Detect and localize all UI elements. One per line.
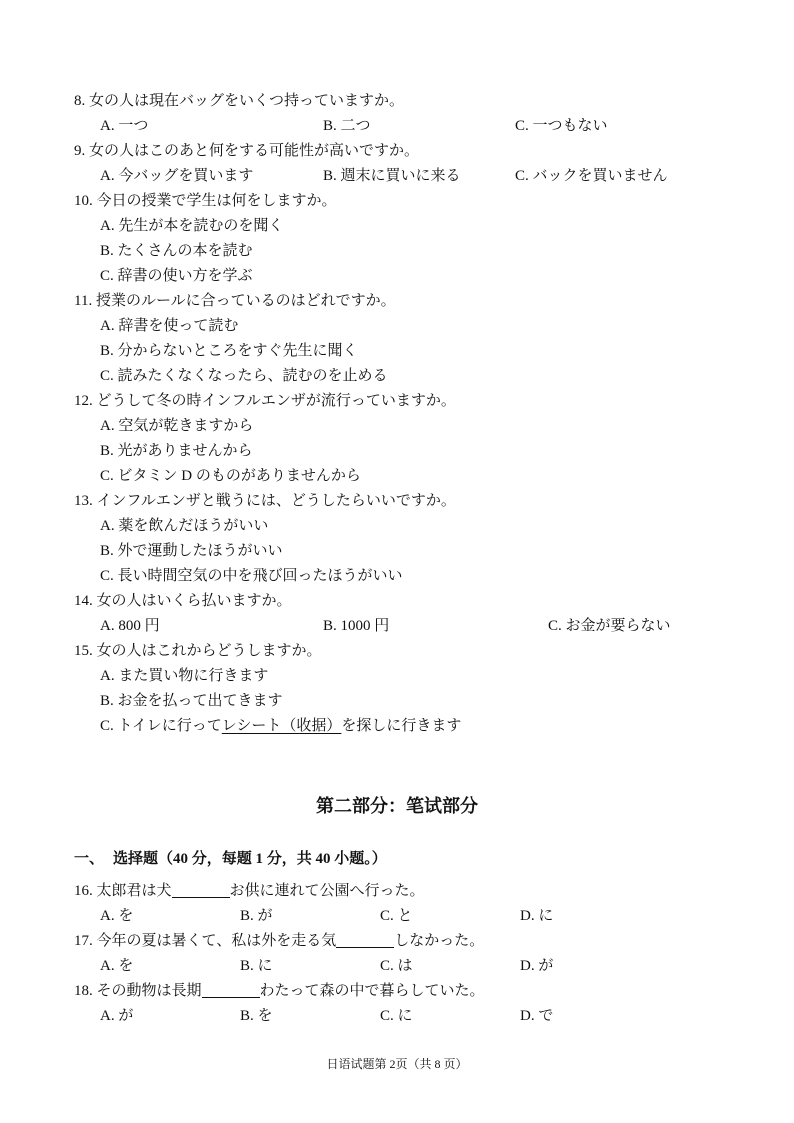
question-9-option-a: A. 今バッグを買います [100,168,254,184]
question-15-option-c-row [0,714,794,739]
question-11-option-b: B. 分からないところをすぐ先生に聞く [100,343,358,359]
question-11-option-c: C. 読みたくなくなったら、読むのを止める [100,368,388,384]
question-8-options [0,114,794,139]
part-title: 选择题（40 分，每题 1 分，共 40 小题。） [113,851,387,867]
question-13-option-c-row [0,564,794,589]
question-11 [0,289,794,314]
question-16-option-a: A. を [100,908,134,924]
question-14-options [0,614,794,639]
question-17-option-b: B. に [240,958,273,974]
question-9-options [0,164,794,189]
question-16-stem-after: お供に連れて公園へ行った。 [229,883,425,899]
question-11-stem: 11. 授業のルールに合っているのはどれですか。 [74,293,396,309]
question-14-stem: 14. 女の人はいくら払いますか。 [74,593,292,609]
question-16-stem [74,879,425,904]
question-14-option-a: A. 800 円 [100,618,160,634]
question-10-option-c: C. 辞書の使い方を学ぶ [100,268,253,284]
question-18-blank [202,982,260,998]
question-11-option-c-row [0,364,794,389]
question-9-option-c: C. バックを買いません [515,168,668,184]
question-8 [0,89,794,114]
question-14-option-b: B. 1000 円 [323,618,390,634]
question-8-option-b: B. 二つ [323,118,371,134]
question-15-stem: 15. 女の人はこれからどうしますか。 [74,643,322,659]
question-13-option-a: A. 薬を飲んだほうがいい [100,518,269,534]
question-17-blank [336,932,394,948]
question-9-option-b: B. 週末に買いに来る [323,168,461,184]
question-10-option-b: B. たくさんの本を読む [100,243,253,259]
question-18 [0,979,794,1004]
question-10-stem: 10. 今日の授業で学生は何をしますか。 [74,193,337,209]
question-17-option-c: C. は [380,958,413,974]
question-17-options [0,954,794,979]
question-16-option-c: C. と [380,908,413,924]
question-8-option-a: A. 一つ [100,118,149,134]
question-13-option-b: B. 外で運動したほうがいい [100,543,283,559]
question-8-stem: 8. 女の人は現在バッグをいくつ持っていますか。 [74,93,405,109]
question-15 [0,639,794,664]
question-10-option-a: A. 先生が本を読むのを聞く [100,218,284,234]
question-12-option-a: A. 空気が乾きますから [100,418,254,434]
question-15-option-c-underlined: レシート（收据） [221,718,342,734]
question-17-option-a: A. を [100,958,134,974]
question-18-option-b: B. を [240,1008,273,1024]
question-10 [0,189,794,214]
question-14-option-c: C. お金が要らない [548,618,671,634]
question-13-option-a-row [0,514,794,539]
question-11-option-a-row [0,314,794,339]
question-18-option-d: D. で [520,1008,554,1024]
question-18-stem-before: 18. その動物は長期 [74,983,202,999]
question-10-option-a-row [0,214,794,239]
question-18-option-a: A. が [100,1008,134,1024]
question-12-option-a-row [0,414,794,439]
question-12-option-b-row [0,439,794,464]
question-16-stem-before: 16. 太郎君は犬 [74,883,172,899]
question-15-option-a: A. また買い物に行きます [100,668,269,684]
question-12 [0,389,794,414]
question-10-option-b-row [0,239,794,264]
question-13-stem: 13. インフルエンザと戦うには、どうしたらいいですか。 [74,493,456,509]
question-17-stem-after: しなかった。 [394,933,485,949]
question-18-option-c: C. に [380,1008,413,1024]
question-16 [0,879,794,904]
question-17-stem-before: 17. 今年の夏は暑くて、私は外を走る気 [74,933,337,949]
question-12-option-c-row [0,464,794,489]
question-18-options [0,1004,794,1029]
question-15-option-c-suffix: を探しに行きます [341,718,462,734]
question-15-option-c [100,714,461,739]
question-16-option-b: B. が [240,908,273,924]
question-16-option-d: D. に [520,908,554,924]
part-heading [0,847,794,872]
question-17-option-d: D. が [520,958,554,974]
question-11-option-a: A. 辞書を使って読む [100,318,239,334]
question-9-stem: 9. 女の人はこのあと何をする可能性が高いですか。 [74,143,420,159]
question-11-option-b-row [0,339,794,364]
question-15-option-a-row [0,664,794,689]
page-footer: 日语试题第 2页（共 8 页） [326,1057,468,1071]
question-14 [0,589,794,614]
question-17-stem [74,929,484,954]
question-15-option-c-prefix: C. トイレに行って [100,718,222,734]
question-15-option-b: B. お金を払って出てきます [100,693,283,709]
question-16-options [0,904,794,929]
question-12-stem: 12. どうして冬の時インフルエンザが流行っていますか。 [74,393,456,409]
question-17 [0,929,794,954]
question-12-option-b: B. 光がありませんから [100,443,253,459]
question-10-option-c-row [0,264,794,289]
question-13 [0,489,794,514]
question-13-option-b-row [0,539,794,564]
question-8-option-c: C. 一つもない [515,118,608,134]
question-16-blank [172,882,230,898]
question-12-option-c: C. ビタミン D のものがありませんから [100,468,361,484]
question-18-stem-after: わたって森の中で暮らしていた。 [259,983,485,999]
question-18-stem [74,979,485,1004]
question-9 [0,139,794,164]
question-15-option-b-row [0,689,794,714]
part-number: 一、 [74,851,105,867]
section-title: 第二部分：笔试部分 [316,796,478,816]
question-13-option-c: C. 長い時間空気の中を飛び回ったほうがいい [100,568,403,584]
